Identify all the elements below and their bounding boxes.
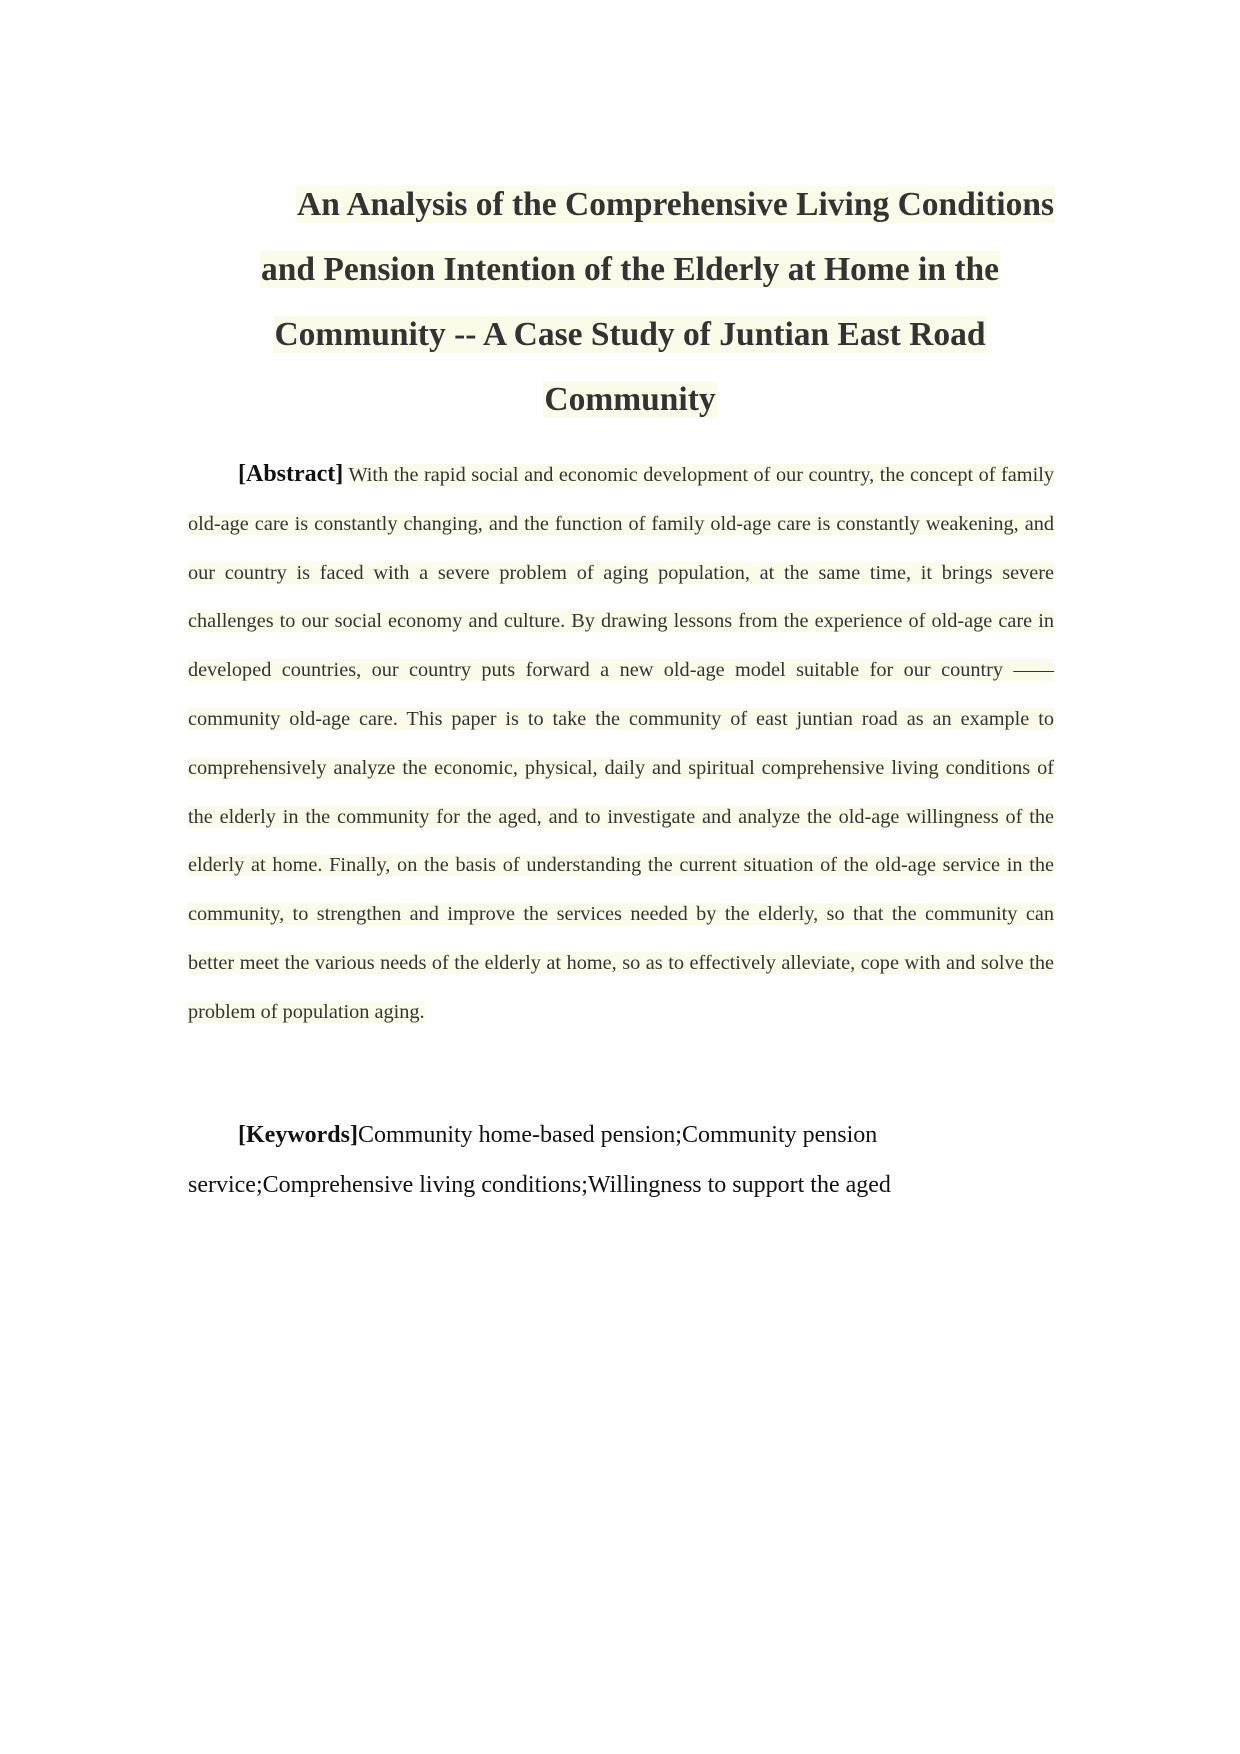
title-line: and Pension Intention of the Elderly at Home in the: [261, 251, 999, 288]
keywords-text: Community home-based pension;Community pension service;Comprehensive living conditions;Willingness to support the aged: [188, 1122, 891, 1198]
title-line: Community -- A Case Study of Juntian East Road: [274, 316, 986, 353]
keywords-paragraph: [188, 1110, 968, 1210]
title-line: An Analysis of the Comprehensive Living Conditions: [297, 186, 1054, 223]
abstract-text: With the rapid social and economic development of our country, the concept of family old-age care is constantly changing, and the function of family old-age care is constantly weakening, and our country is faced with a severe problem of aging population, at the same time, it brings severe challenges to our social economy and culture. By drawing lessons from the experience of old-age care in developed countries, our country puts forward a new old-age model suitable for our country —— community old-age care. This paper is to take the community of east juntian road as an example to comprehensively analyze the economic, physical, daily and spiritual comprehensive living conditions of the elderly in the community for the aged, and to investigate and analyze the old-age willingness of the elderly at home. Finally, on the basis of understanding the current situation of the old-age service in the community, to strengthen and improve the services needed by the elderly, so that the community can better meet the various needs of the elderly at home, so as to effectively alleviate, cope with and solve the problem of population aging.: [188, 464, 1054, 1023]
keywords-label: [Keywords]: [238, 1122, 358, 1148]
paper-title: [250, 172, 1054, 432]
abstract-paragraph: [188, 450, 1054, 1037]
abstract-label: [Abstract]: [238, 461, 344, 487]
title-line: Community: [544, 381, 716, 418]
